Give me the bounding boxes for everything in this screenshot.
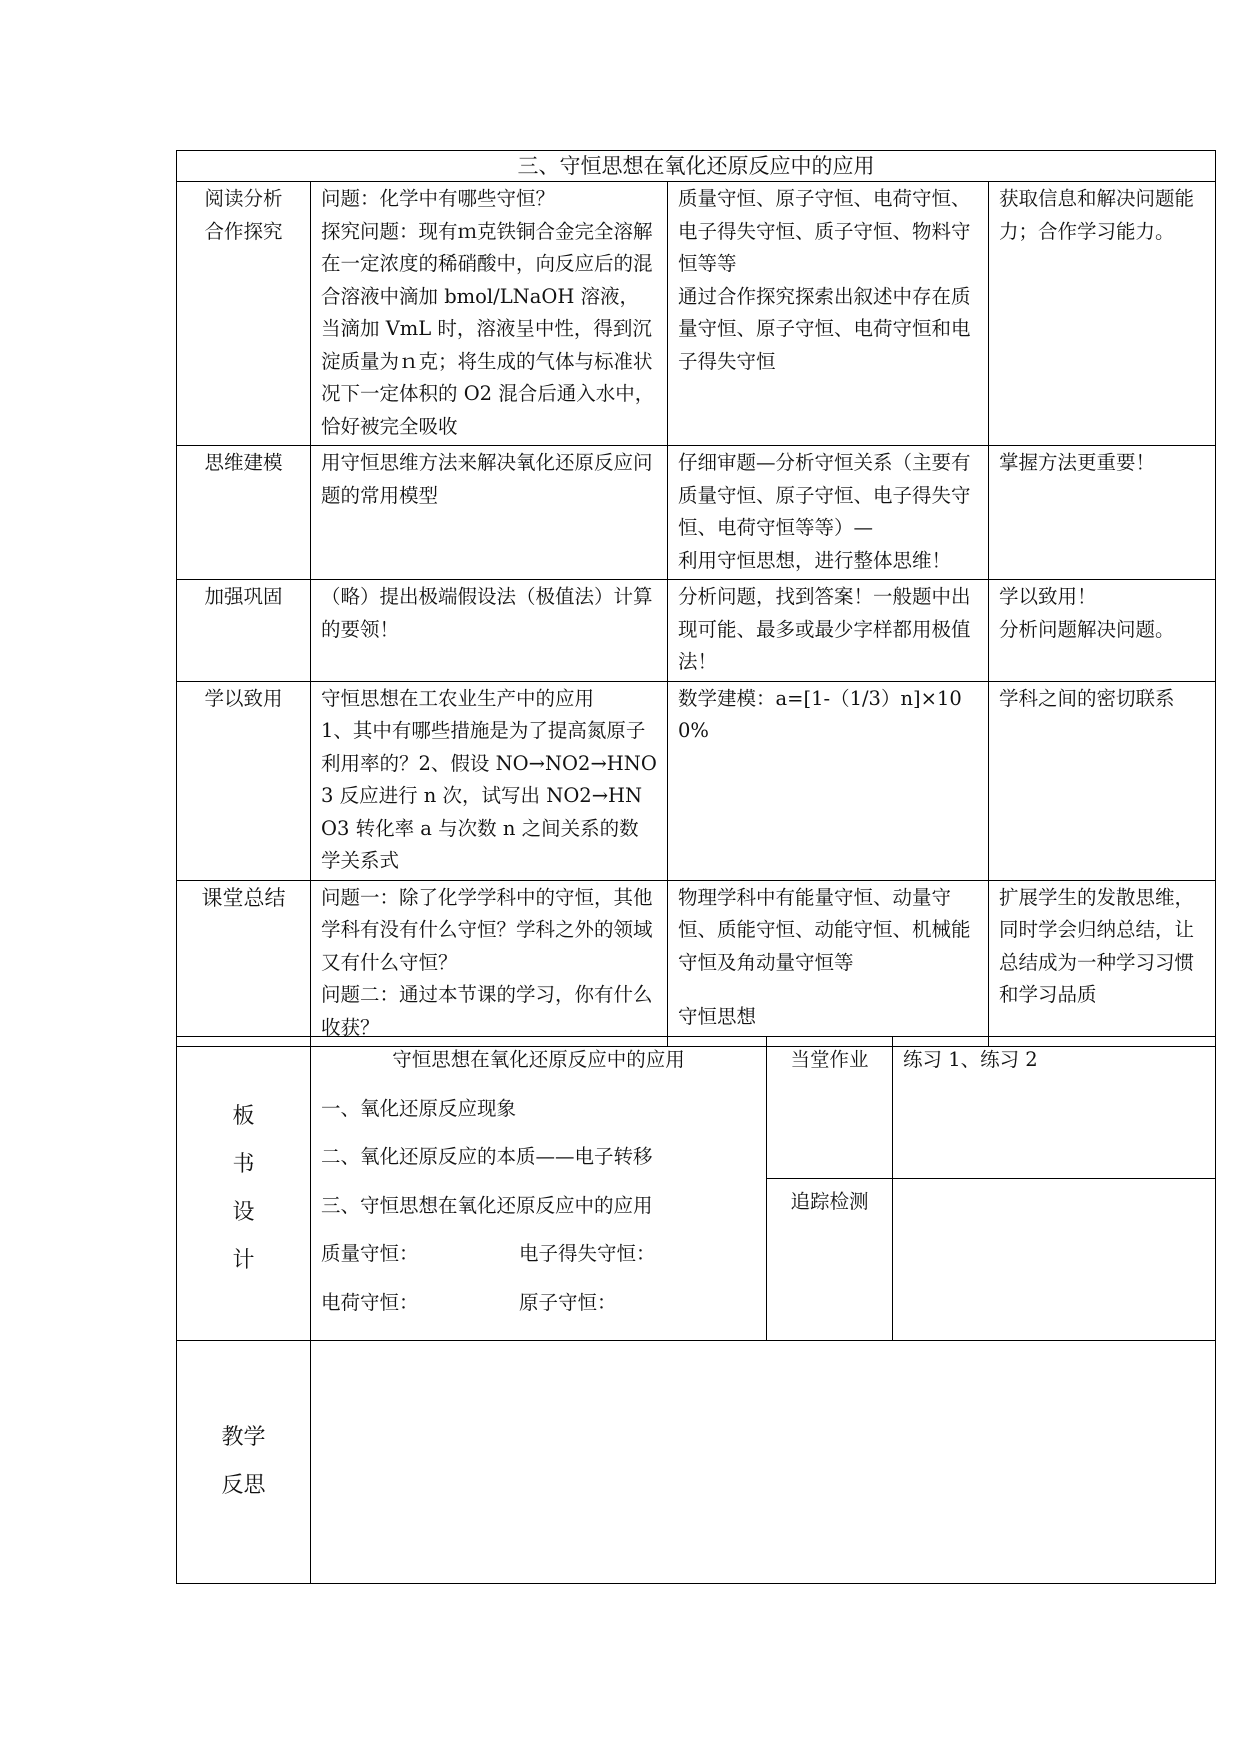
student-activity-cell: 仔细审题—分析守恒关系（主要有质量守恒、原子守恒、电子得失守恒、电荷守恒等等）— 利用守恒思想，进行整体思维！ [668,446,989,580]
reflection-label: 教学 反思 [177,1341,311,1584]
student-activity-cell: 物理学科中有能量守恒、动量守恒、质能守恒、动能守恒、机械能守恒及角动量守恒等 守恒思想 [668,880,989,1047]
reflection-row [177,1341,1216,1584]
goal-cell: 扩展学生的发散思维，同时学会归纳总结，让总结成为一种学习习惯和学习品质 [989,880,1216,1047]
board-row-top [177,1037,1216,1179]
table-row [177,446,1216,580]
homework-label: 当堂作业 [767,1037,893,1179]
board-item: 一、氧化还原反应现象 [321,1096,517,1120]
board-content [311,1037,767,1341]
board-item: 三、守恒思想在氧化还原反应中的应用 [321,1193,653,1217]
row-label: 思维建模 [177,446,311,580]
tracking-label: 追踪检测 [767,1178,893,1340]
student-activity-cell: 数学建模：a=[1-（1/3）n]×100% [668,681,989,880]
table-row [177,580,1216,682]
teacher-activity-cell: 用守恒思维方法来解决氧化还原反应问题的常用模型 [311,446,668,580]
teacher-activity-cell: 守恒思想在工农业生产中的应用 1、其中有哪些措施是为了提高氮原子利用率的？2、假设 NO→NO2→HNO3 反应进行 n 次，试写出 NO2→HNO3 转化率 a 与次数 n 之间关系的数学关系式 [311,681,668,880]
goal-cell: 学以致用！ 分析问题解决问题。 [989,580,1216,682]
homework-value: 练习 1、练习 2 [893,1037,1216,1179]
row-label: 阅读分析 合作探究 [177,182,311,446]
board-design-label: 板 书 设 计 [177,1037,311,1341]
tracking-value [893,1178,1216,1340]
table-row [177,182,1216,446]
board-pair: 质量守恒： 电子得失守恒： [321,1242,656,1265]
teacher-activity-cell: 问题一：除了化学学科中的守恒，其他学科有没有什么守恒？学科之外的领域又有什么守恒？ 问题二：通过本节课的学习，你有什么收获？ [311,880,668,1047]
reflection-content [311,1341,1216,1584]
row-label: 课堂总结 [177,880,311,1047]
goal-cell: 掌握方法更重要！ [989,446,1216,580]
row-label: 加强巩固 [177,580,311,682]
board-design-table [176,1036,1216,1584]
board-item: 二、氧化还原反应的本质——电子转移 [321,1145,653,1168]
row-label: 学以致用 [177,681,311,880]
board-pair: 电荷守恒： 原子守恒： [321,1290,617,1314]
section-title-row [177,151,1216,182]
student-activity-cell: 质量守恒、原子守恒、电荷守恒、电子得失守恒、质子守恒、物料守恒等等 通过合作探究探索出叙述中存在质量守恒、原子守恒、电荷守恒和电子得失守恒 [668,182,989,446]
board-heading: 守恒思想在氧化还原反应中的应用 [392,1048,685,1071]
teacher-activity-cell: （略）提出极端假设法（极值法）计算的要领！ [311,580,668,682]
student-activity-cell: 分析问题，找到答案！一般题中出现可能、最多或最少字样都用极值法！ [668,580,989,682]
section-title: 三、守恒思想在氧化还原反应中的应用 [177,151,1216,182]
table-row [177,681,1216,880]
table-row [177,880,1216,1047]
teacher-activity-cell: 问题：化学中有哪些守恒？ 探究问题：现有ｍ克铁铜合金完全溶解在一定浓度的稀硝酸中，向反应后的混合溶液中滴加 bmol/LNaOH 溶液，当滴加 VmL 时，溶液呈中性，得到沉淀质量为ｎ克；将生成的气体与标准状况下一定体积的 O2 混合后通入水中，恰好被完全吸收 [311,182,668,446]
lesson-plan-table [176,150,1216,1047]
goal-cell: 获取信息和解决问题能力；合作学习能力。 [989,182,1216,446]
goal-cell: 学科之间的密切联系 [989,681,1216,880]
